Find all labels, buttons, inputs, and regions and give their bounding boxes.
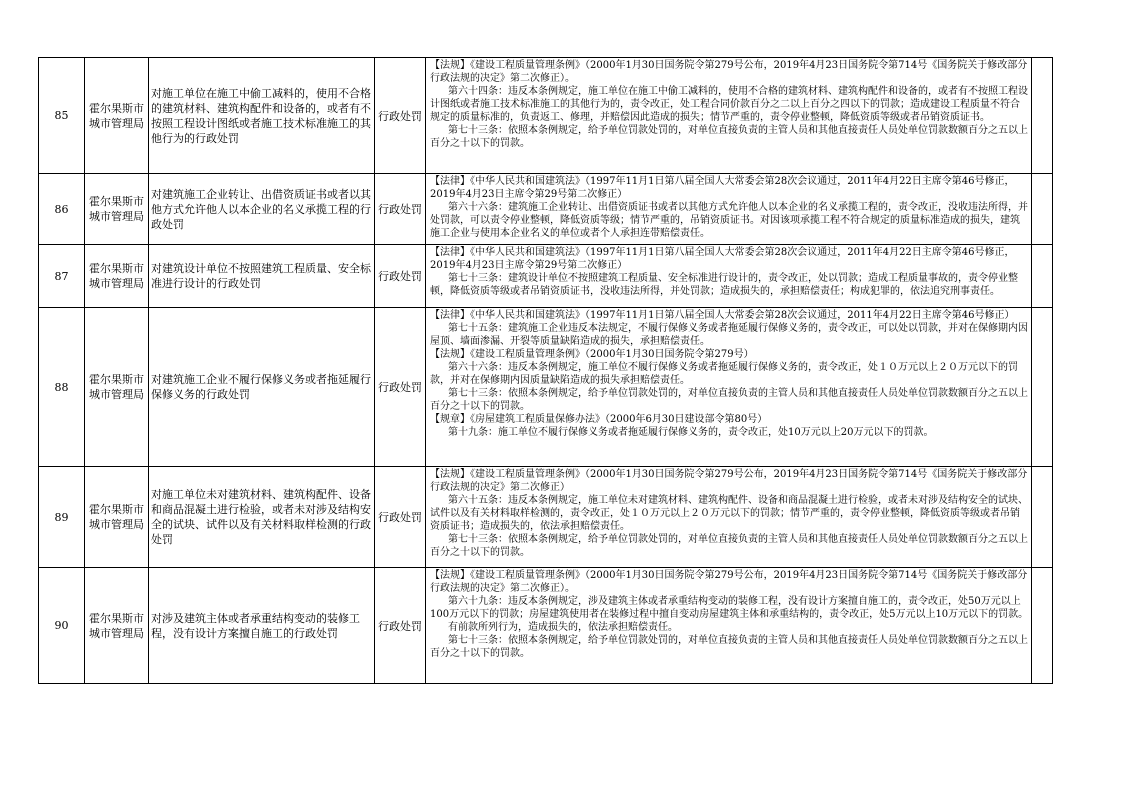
row-number: 85 — [39, 58, 85, 174]
table-row — [39, 174, 1053, 245]
basis-paragraph: 第七十三条：依照本条例规定，给予单位罚款处罚的，对单位直接负责的主管人员和其他直接责任人员处单位罚款数额百分之五以上百分之十以下的罚款。 — [430, 635, 1028, 659]
department-cell: 霍尔果斯市城市管理局 — [85, 467, 149, 568]
basis-paragraph: 【法规】《建设工程质量管理条例》（2000年1月30日国务院令第279号公布，2019年4月23日国务院令第714号《国务院关于修改部分行政法规的决定》第二次修正）。 — [430, 570, 1028, 594]
penalty-table — [38, 57, 1053, 684]
remarks-cell — [1032, 174, 1053, 245]
penalty-type-cell: 行政处罚 — [375, 174, 426, 245]
basis-paragraph: 【法规】《建设工程质量管理条例》（2000年1月30日国务院令第279号公布，2019年4月23日国务院令第714号《国务院关于修改部分行政法规的决定》第二次修正）。 — [430, 60, 1028, 84]
remarks-cell — [1032, 568, 1053, 684]
basis-paragraph: 第六十九条：违反本条例规定，涉及建筑主体或者承重结构变动的装修工程，没有设计方案擅自施工的，责令改正，处50万元以上100万元以下的罚款；房屋建筑使用者在装修过程中擅自变动房屋建筑主体和承重结构的，责令改正，处5万元以上10万元以下的罚款。 — [430, 596, 1029, 620]
basis-paragraph: 【法规】《建设工程质量管理条例》（2000年1月30日国务院令第279号） — [430, 349, 754, 360]
table-row — [39, 245, 1053, 308]
row-number: 88 — [39, 308, 85, 467]
remarks-cell — [1032, 308, 1053, 467]
legal-basis-cell — [426, 174, 1032, 245]
legal-basis-cell — [426, 58, 1032, 174]
penalty-type-cell: 行政处罚 — [375, 245, 426, 308]
basis-paragraph: 有前款所列行为，造成损失的，依法承担赔偿责任。 — [448, 622, 678, 633]
penalty-type-cell: 行政处罚 — [375, 58, 426, 174]
legal-basis-cell — [426, 245, 1032, 308]
basis-paragraph: 【法律】《中华人民共和国建筑法》（1997年11月1日第八届全国人大常委会第28次会议通过，2011年4月22日主席令第46号修正，2019年4月23日主席令第29号第二次修正） — [430, 176, 1015, 200]
basis-paragraph: 第七十三条：建筑设计单位不按照建筑工程质量、安全标准进行设计的，责令改正，处以罚款；造成工程质量事故的，责令停业整顿，降低资质等级或者吊销资质证书，没收违法所得，并处罚款；造成损失的，承担赔偿责任；构成犯罪的，依法追究刑事责任。 — [430, 273, 1018, 297]
legal-basis-cell — [426, 568, 1032, 684]
item-name-cell: 对建筑设计单位不按照建筑工程质量、安全标准进行设计的行政处罚 — [149, 245, 375, 308]
remarks-cell — [1032, 58, 1053, 174]
item-name-cell: 对施工单位在施工中偷工减料的，使用不合格的建筑材料、建筑构配件和设备的，或者有不按照工程设计图纸或者施工技术标准施工的其他行为的行政处罚 — [149, 58, 375, 174]
basis-paragraph: 【法律】《中华人民共和国建筑法》（1997年11月1日第八届全国人大常委会第28次会议通过，2011年4月22日主席令第46号修正，2019年4月23日主席令第29号第二次修正） — [430, 247, 1015, 271]
department-cell: 霍尔果斯市城市管理局 — [85, 308, 149, 467]
basis-paragraph: 第六十六条：违反本条例规定，施工单位不履行保修义务或者拖延履行保修义务的，责令改正，处１０万元以上２０万元以下的罚款，并对在保修期内因质量缺陷造成的损失承担赔偿责任。 — [430, 362, 1018, 386]
department-cell: 霍尔果斯市城市管理局 — [85, 174, 149, 245]
table-row — [39, 467, 1053, 568]
department-cell: 霍尔果斯市城市管理局 — [85, 568, 149, 684]
item-name-cell: 对施工单位未对建筑材料、建筑构配件、设备和商品混凝土进行检验，或者未对涉及结构安全的试块、试件以及有关材料取样检测的行政处罚 — [149, 467, 375, 568]
basis-paragraph: 第六十六条：建筑施工企业转让、出借资质证书或者以其他方式允许他人以本企业的名义承揽工程的，责令改正，没收违法所得，并处罚款，可以责令停业整顿，降低资质等级；情节严重的，吊销资质证书。对因该项承揽工程不符合规定的质量标准造成的损失，建筑施工企业与使用本企业名义的单位或者个人承担连带赔偿责任。 — [430, 202, 1028, 239]
basis-paragraph: 【法规】《建设工程质量管理条例》（2000年1月30日国务院令第279号公布，2019年4月23日国务院令第714号《国务院关于修改部分行政法规的决定》第二次修正） — [430, 469, 1028, 493]
row-number: 86 — [39, 174, 85, 245]
basis-paragraph: 第七十五条：建筑施工企业违反本法规定，不履行保修义务或者拖延履行保修义务的，责令改正，可以处以罚款，并对在保修期内因屋顶、墙面渗漏、开裂等质量缺陷造成的损失，承担赔偿责任。 — [430, 323, 1028, 347]
basis-paragraph: 第十九条：施工单位不履行保修义务或者拖延履行保修义务的，责令改正，处10万元以上20万元以下的罚款。 — [448, 427, 934, 438]
department-cell: 霍尔果斯市城市管理局 — [85, 245, 149, 308]
item-name-cell: 对建筑施工企业不履行保修义务或者拖延履行保修义务的行政处罚 — [149, 308, 375, 467]
basis-paragraph: 【规章】《房屋建筑工程质量保修办法》（2000年6月30日建设部令第80号） — [430, 414, 768, 425]
basis-paragraph: 第七十三条：依照本条例规定，给予单位罚款处罚的，对单位直接负责的主管人员和其他直接责任人员处单位罚款数额百分之五以上百分之十以下的罚款。 — [430, 388, 1028, 412]
row-number: 90 — [39, 568, 85, 684]
penalty-type-cell: 行政处罚 — [375, 568, 426, 684]
penalty-type-cell: 行政处罚 — [375, 467, 426, 568]
table-row — [39, 568, 1053, 684]
legal-basis-cell — [426, 467, 1032, 568]
table-row — [39, 58, 1053, 174]
remarks-cell — [1032, 245, 1053, 308]
row-number: 87 — [39, 245, 85, 308]
basis-paragraph: 第六十五条：违反本条例规定，施工单位未对建筑材料、建筑构配件、设备和商品混凝土进行检验，或者未对涉及结构安全的试块、试件以及有关材料取样检测的，责令改正，处１０万元以上２０万元以下的罚款；情节严重的，责令停业整顿，降低资质等级或者吊销资质证书；造成损失的，依法承担赔偿责任。 — [430, 495, 1028, 532]
remarks-cell — [1032, 467, 1053, 568]
basis-paragraph: 第六十四条：违反本条例规定，施工单位在施工中偷工减料的，使用不合格的建筑材料、建筑构配件和设备的，或者有不按照工程设计图纸或者施工技术标准施工的其他行为的，责令改正，处工程合同价款百分之二以上百分之四以下的罚款；造成建设工程质量不符合规定的质量标准的，负责返工、修理，并赔偿因此造成的损失；情节严重的，责令停业整顿，降低资质等级或者吊销资质证书。 — [430, 86, 1028, 123]
table-row — [39, 308, 1053, 467]
item-name-cell: 对涉及建筑主体或者承重结构变动的装修工程，没有设计方案擅自施工的行政处罚 — [149, 568, 375, 684]
basis-paragraph: 第七十三条：依照本条例规定，给予单位罚款处罚的，对单位直接负责的主管人员和其他直接责任人员处单位罚款数额百分之五以上百分之十以下的罚款。 — [430, 125, 1028, 149]
penalty-type-cell: 行政处罚 — [375, 308, 426, 467]
legal-basis-cell — [426, 308, 1032, 467]
item-name-cell: 对建筑施工企业转让、出借资质证书或者以其他方式允许他人以本企业的名义承揽工程的行政处罚 — [149, 174, 375, 245]
basis-paragraph: 【法律】《中华人民共和国建筑法》（1997年11月1日第八届全国人大常委会第28次会议通过，2011年4月22日主席令第46号修正） — [430, 310, 1015, 321]
department-cell: 霍尔果斯市城市管理局 — [85, 58, 149, 174]
basis-paragraph: 第七十三条：依照本条例规定，给予单位罚款处罚的，对单位直接负责的主管人员和其他直接责任人员处单位罚款数额百分之五以上百分之十以下的罚款。 — [430, 534, 1028, 558]
row-number: 89 — [39, 467, 85, 568]
